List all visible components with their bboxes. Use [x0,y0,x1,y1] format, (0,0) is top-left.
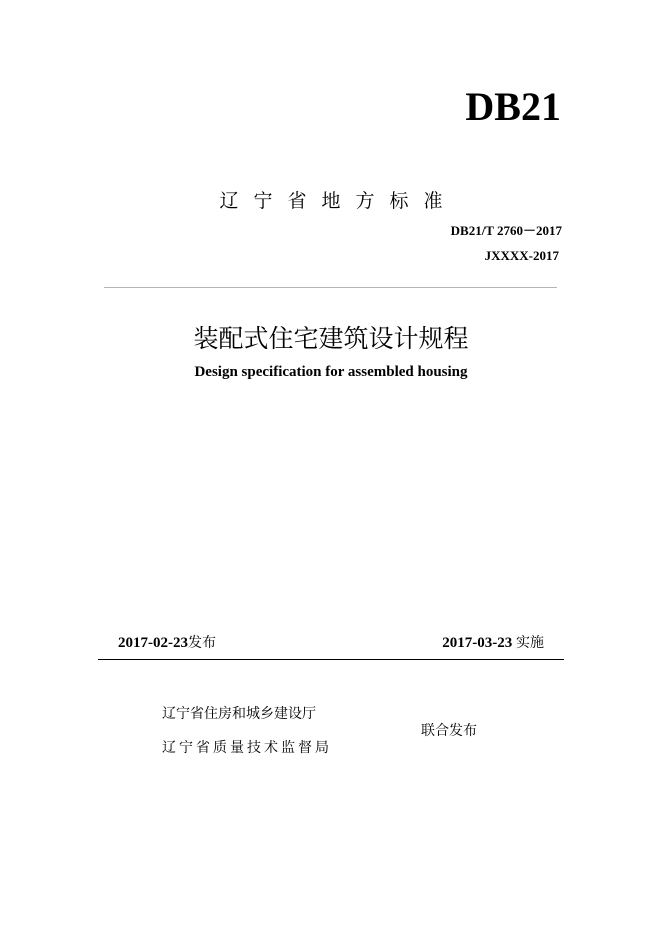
implement-label: 实施 [516,635,544,651]
implement-date-line [442,633,544,653]
issue-date-line [118,633,216,653]
document-title-chinese: 装配式住宅建筑设计规程 [193,324,469,353]
issuing-authority-housing: 辽宁省住房和城乡建设厅 [162,706,316,722]
joint-issue-label: 联合发布 [421,723,477,739]
issuing-authority-quality: 辽宁省质量技术监督局 [162,740,332,756]
standard-code: DB21 [465,84,561,129]
issue-date: 2017-02-23 [118,635,188,651]
standard-number: DB21/T 2760－2017 [450,223,562,238]
header-divider [104,287,557,288]
provincial-standard-label: 辽宁省地方标准 [219,190,458,212]
implement-date: 2017-03-23 [442,635,513,651]
issue-label: 发布 [188,635,216,651]
document-title-english: Design specification for assembled housing [194,364,468,380]
record-number: JXXXX-2017 [484,248,559,263]
footer-divider [98,659,564,660]
